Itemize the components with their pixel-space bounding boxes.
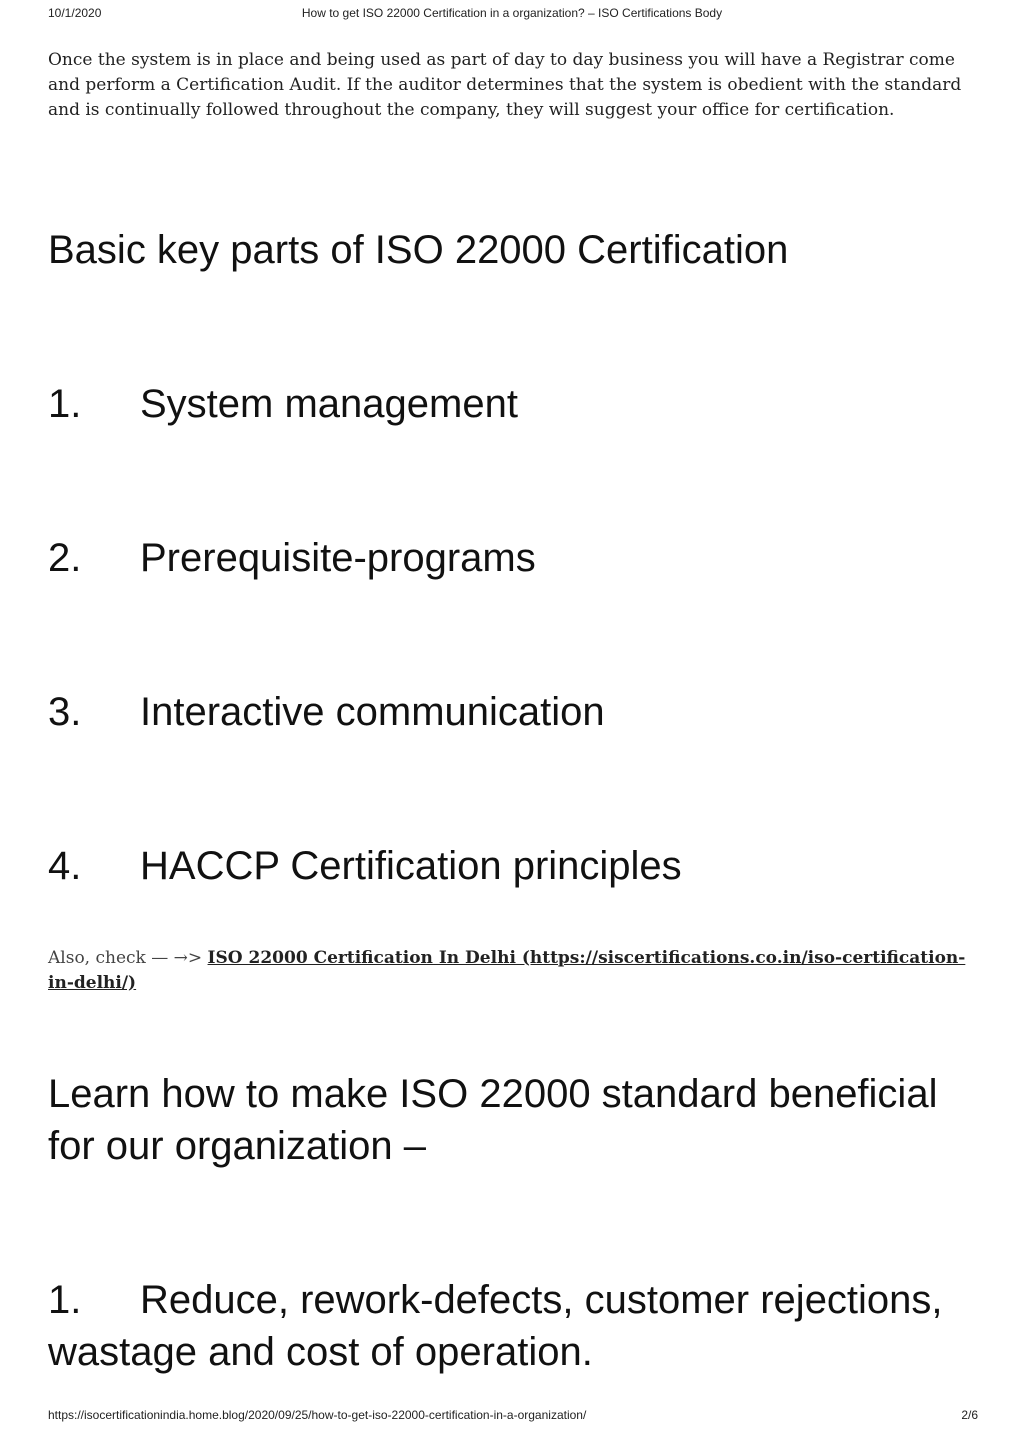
print-footer bbox=[0, 1408, 1024, 1424]
print-header bbox=[0, 6, 1024, 22]
list-item-number: 4. bbox=[48, 844, 82, 888]
intro-paragraph: Once the system is in place and being used as part of day to day business you will have a Registrar come and perform a Certification Audit. If the auditor determines that the system is obedient with the standard and is continually followed throughout the company, they will suggest your office for certification. bbox=[48, 50, 962, 120]
list-item bbox=[48, 532, 988, 584]
list-item-number: 1. bbox=[48, 1278, 82, 1322]
section-heading-beneficial: Learn how to make ISO 22000 standard beneficial for our organization – bbox=[48, 1072, 938, 1168]
also-check-prefix: Also, check — →> bbox=[48, 948, 208, 968]
print-url: https://isocertificationindia.home.blog/2020/09/25/how-to-get-iso-22000-certification-in-a-organization/ bbox=[48, 1408, 587, 1422]
list-item-number: 3. bbox=[48, 690, 82, 734]
list-item bbox=[48, 686, 988, 738]
page-number: 2/6 bbox=[961, 1408, 978, 1422]
list-item bbox=[48, 1274, 988, 1378]
list-item-text: HACCP Certification principles bbox=[140, 844, 682, 888]
section-heading-key-parts: Basic key parts of ISO 22000 Certification bbox=[48, 228, 789, 272]
list-item-text: Prerequisite-programs bbox=[140, 536, 536, 580]
list-item-text: Reduce, rework-defects, customer rejections, wastage and cost of operation. bbox=[48, 1278, 943, 1374]
list-item-number: 2. bbox=[48, 536, 82, 580]
list-item-text: System management bbox=[140, 382, 518, 426]
iso-22000-delhi-link[interactable]: ISO 22000 Certification In Delhi (https://siscertifications.co.in/iso-certification-in-delhi/) bbox=[48, 948, 966, 993]
print-page-title: How to get ISO 22000 Certification in a organization? – ISO Certifications Body bbox=[301, 6, 723, 20]
list-item bbox=[48, 378, 988, 430]
print-date: 10/1/2020 bbox=[48, 6, 102, 20]
list-item-text: Interactive communication bbox=[140, 690, 605, 734]
also-check-line bbox=[48, 946, 983, 996]
list-item-number: 1. bbox=[48, 382, 82, 426]
list-item bbox=[48, 840, 988, 892]
